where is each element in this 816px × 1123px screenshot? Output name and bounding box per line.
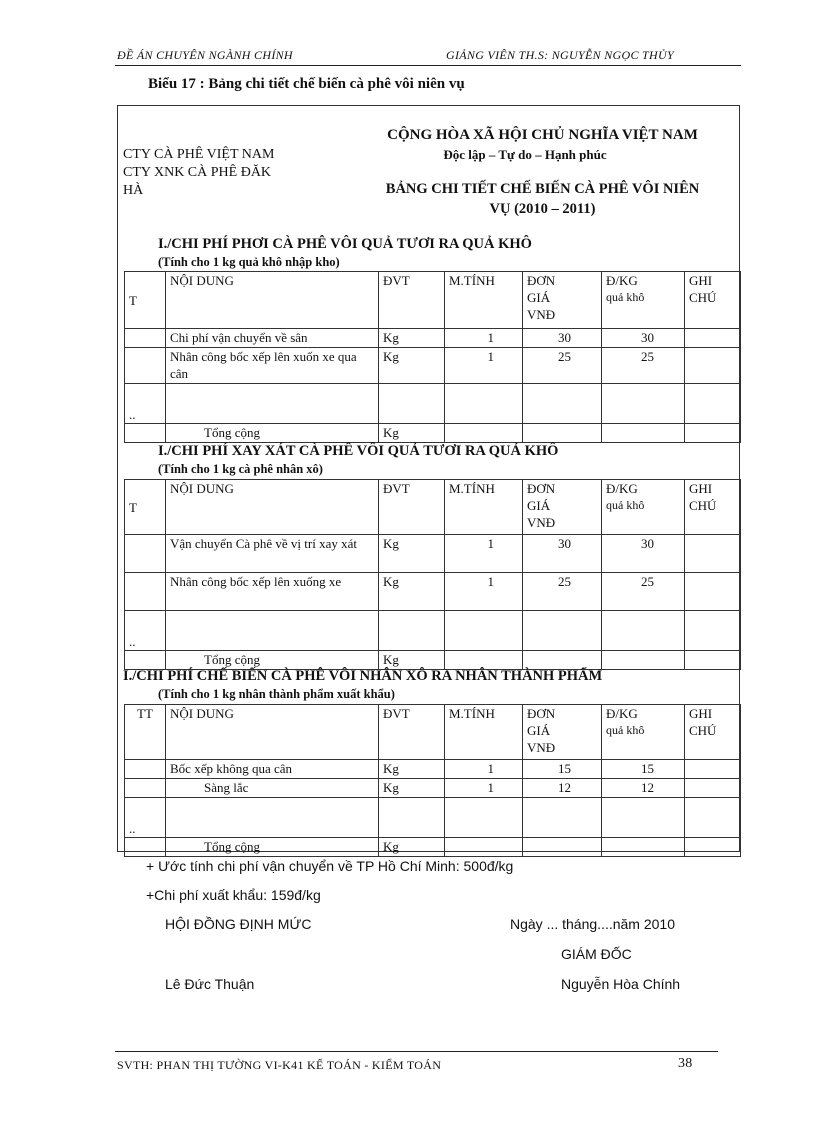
col-perkg-1: Đ/KG xyxy=(606,706,638,721)
col-content: NỘI DUNG xyxy=(166,272,379,329)
table-row xyxy=(125,329,741,348)
col-tt: T xyxy=(125,272,166,329)
row-content: Bốc xếp không qua cân xyxy=(166,760,379,779)
row-mtinh: 1 xyxy=(445,329,523,348)
row-price: 30 xyxy=(523,535,602,573)
header-left: ĐỀ ÁN CHUYÊN NGÀNH CHÍNH xyxy=(117,48,293,62)
col-mtinh: M.TÍNH xyxy=(445,480,523,535)
table-row-blank xyxy=(125,798,741,838)
table-row-blank xyxy=(125,611,741,651)
doc-title-line-1: BẢNG CHI TIẾT CHẾ BIẾN CÀ PHÊ VÔI NIÊN xyxy=(385,181,700,197)
signature-date: Ngày ... tháng....năm 2010 xyxy=(510,916,675,932)
col-tt: T xyxy=(125,480,166,535)
signature-left-title: HỘI ĐỒNG ĐỊNH MỨC xyxy=(165,916,312,932)
row-mtinh: 1 xyxy=(445,535,523,573)
section-1-title: I./CHI PHÍ PHƠI CÀ PHÊ VÔI QUẢ TƯƠI RA QUẢ KHÔ xyxy=(158,236,532,252)
col-perkg-2: quả khô xyxy=(606,723,645,737)
col-price-3: VNĐ xyxy=(527,307,556,322)
footer-left: SVTH: PHAN THỊ TƯỜNG VI-K41 KẾ TOÁN - KIỂM TOÁN xyxy=(117,1058,442,1072)
col-perkg xyxy=(602,272,685,329)
signature-left-name: Lê Đức Thuận xyxy=(165,976,255,992)
note-transport: + Ước tính chi phí vận chuyển về TP Hồ Chí Minh: 500đ/kg xyxy=(146,858,514,874)
row-mtinh: 1 xyxy=(445,348,523,384)
table-row xyxy=(125,573,741,611)
row-content: Nhân công bốc xếp lên xuống xe xyxy=(166,573,379,611)
col-tt: TT xyxy=(125,705,166,760)
section-1-subtitle: (Tính cho 1 kg quả khô nhập kho) xyxy=(158,255,340,269)
col-price-3: VNĐ xyxy=(527,740,556,755)
total-label: Tổng cộng xyxy=(166,424,379,443)
company-line-2: CTY XNK CÀ PHÊ ĐĂK xyxy=(123,165,272,180)
section-2-table xyxy=(124,479,741,670)
company-line-3: HÀ xyxy=(123,183,144,198)
col-note-2: CHÚ xyxy=(689,723,717,738)
col-mtinh: M.TÍNH xyxy=(445,272,523,329)
col-price-3: VNĐ xyxy=(527,515,556,530)
row-mtinh: 1 xyxy=(445,573,523,611)
total-unit: Kg xyxy=(379,838,445,857)
col-note xyxy=(685,705,741,760)
header-rule xyxy=(115,65,741,66)
col-price-2: GIÁ xyxy=(527,498,551,513)
blank-mark: .. xyxy=(125,798,166,838)
col-note xyxy=(685,272,741,329)
col-price xyxy=(523,705,602,760)
col-content: NỘI DUNG xyxy=(166,705,379,760)
section-3-title: I./CHI PHÍ CHẾ BIẾN CÀ PHÊ VÔI NHÂN XÔ RA NHÂN THÀNH PHẨM xyxy=(123,668,603,684)
total-label: Tổng cộng xyxy=(166,838,379,857)
row-unit: Kg xyxy=(379,348,445,384)
row-unit: Kg xyxy=(379,779,445,798)
signature-right-title: GIÁM ĐỐC xyxy=(561,946,632,962)
row-mtinh: 1 xyxy=(445,760,523,779)
row-perkg: 15 xyxy=(602,760,685,779)
row-unit: Kg xyxy=(379,329,445,348)
col-price-2: GIÁ xyxy=(527,290,551,305)
col-note-2: CHÚ xyxy=(689,498,717,513)
row-content: Sàng lắc xyxy=(166,779,379,798)
col-note-2: CHÚ xyxy=(689,290,717,305)
header-right: GIẢNG VIÊN TH.S: NGUYỄN NGỌC THỦY xyxy=(446,48,674,62)
row-perkg: 30 xyxy=(602,535,685,573)
national-motto: Độc lập – Tự do – Hạnh phúc xyxy=(443,147,607,162)
col-note xyxy=(685,480,741,535)
section-1-table xyxy=(124,271,741,443)
section-2-title: I./CHI PHÍ XAY XÁT CÀ PHÊ VÔI QUẢ TƯƠI RA QUẢ KHÔ xyxy=(158,443,559,459)
total-unit: Kg xyxy=(379,651,445,670)
row-price: 25 xyxy=(523,573,602,611)
table-row xyxy=(125,535,741,573)
col-price-1: ĐƠN xyxy=(527,706,556,721)
col-price-2: GIÁ xyxy=(527,723,551,738)
blank-mark: .. xyxy=(125,611,166,651)
table-header-row xyxy=(125,705,741,760)
col-note-1: GHI xyxy=(689,273,713,288)
col-note-1: GHI xyxy=(689,481,713,496)
total-unit: Kg xyxy=(379,424,445,443)
note-export: +Chi phí xuất khẩu: 159đ/kg xyxy=(146,887,321,903)
section-2-subtitle: (Tính cho 1 kg cà phê nhân xô) xyxy=(158,462,323,476)
row-unit: Kg xyxy=(379,573,445,611)
row-perkg: 12 xyxy=(602,779,685,798)
row-content: Vận chuyển Cà phê về vị trí xay xát xyxy=(166,535,379,573)
table-row-blank xyxy=(125,384,741,424)
section-3-subtitle: (Tính cho 1 kg nhân thành phẩm xuất khẩu) xyxy=(158,687,395,701)
row-price: 15 xyxy=(523,760,602,779)
col-content: NỘI DUNG xyxy=(166,480,379,535)
table-total-row xyxy=(125,424,741,443)
row-perkg: 25 xyxy=(602,573,685,611)
table-row xyxy=(125,760,741,779)
col-perkg-1: Đ/KG xyxy=(606,481,638,496)
table-row xyxy=(125,779,741,798)
col-price-1: ĐƠN xyxy=(527,273,556,288)
col-perkg xyxy=(602,705,685,760)
row-unit: Kg xyxy=(379,535,445,573)
page-number: 38 xyxy=(678,1056,693,1071)
col-perkg-2: quả khô xyxy=(606,290,645,304)
col-unit: ĐVT xyxy=(379,272,445,329)
table-total-row xyxy=(125,838,741,857)
row-content: Chi phí vận chuyển về sân xyxy=(166,329,379,348)
col-unit: ĐVT xyxy=(379,705,445,760)
col-price xyxy=(523,272,602,329)
col-price xyxy=(523,480,602,535)
company-line-1: CTY CÀ PHÊ VIỆT NAM xyxy=(123,147,275,162)
row-perkg: 25 xyxy=(602,348,685,384)
row-price: 30 xyxy=(523,329,602,348)
table-total-row xyxy=(125,651,741,670)
table-row xyxy=(125,348,741,384)
section-3-table xyxy=(124,704,741,857)
row-unit: Kg xyxy=(379,760,445,779)
national-title: CỘNG HÒA XÃ HỘI CHỦ NGHĨA VIỆT NAM xyxy=(387,127,698,143)
col-mtinh: M.TÍNH xyxy=(445,705,523,760)
signature-right-name: Nguyễn Hòa Chính xyxy=(561,976,681,992)
blank-mark: .. xyxy=(125,384,166,424)
col-note-1: GHI xyxy=(689,706,713,721)
row-perkg: 30 xyxy=(602,329,685,348)
table-header-row xyxy=(125,480,741,535)
col-perkg-1: Đ/KG xyxy=(606,273,638,288)
col-price-1: ĐƠN xyxy=(527,481,556,496)
footer-rule xyxy=(115,1051,718,1052)
table-header-row xyxy=(125,272,741,329)
row-content: Nhân công bốc xếp lên xuốn xe qua cân xyxy=(166,348,379,384)
col-unit: ĐVT xyxy=(379,480,445,535)
row-mtinh: 1 xyxy=(445,779,523,798)
total-label: Tổng cộng xyxy=(166,651,379,670)
row-price: 25 xyxy=(523,348,602,384)
col-perkg xyxy=(602,480,685,535)
col-perkg-2: quả khô xyxy=(606,498,645,512)
row-price: 12 xyxy=(523,779,602,798)
doc-title-line-2: VỤ (2010 – 2011) xyxy=(489,201,596,217)
table-caption: Biểu 17 : Bảng chi tiết chế biến cà phê vôi niên vụ xyxy=(148,76,465,92)
